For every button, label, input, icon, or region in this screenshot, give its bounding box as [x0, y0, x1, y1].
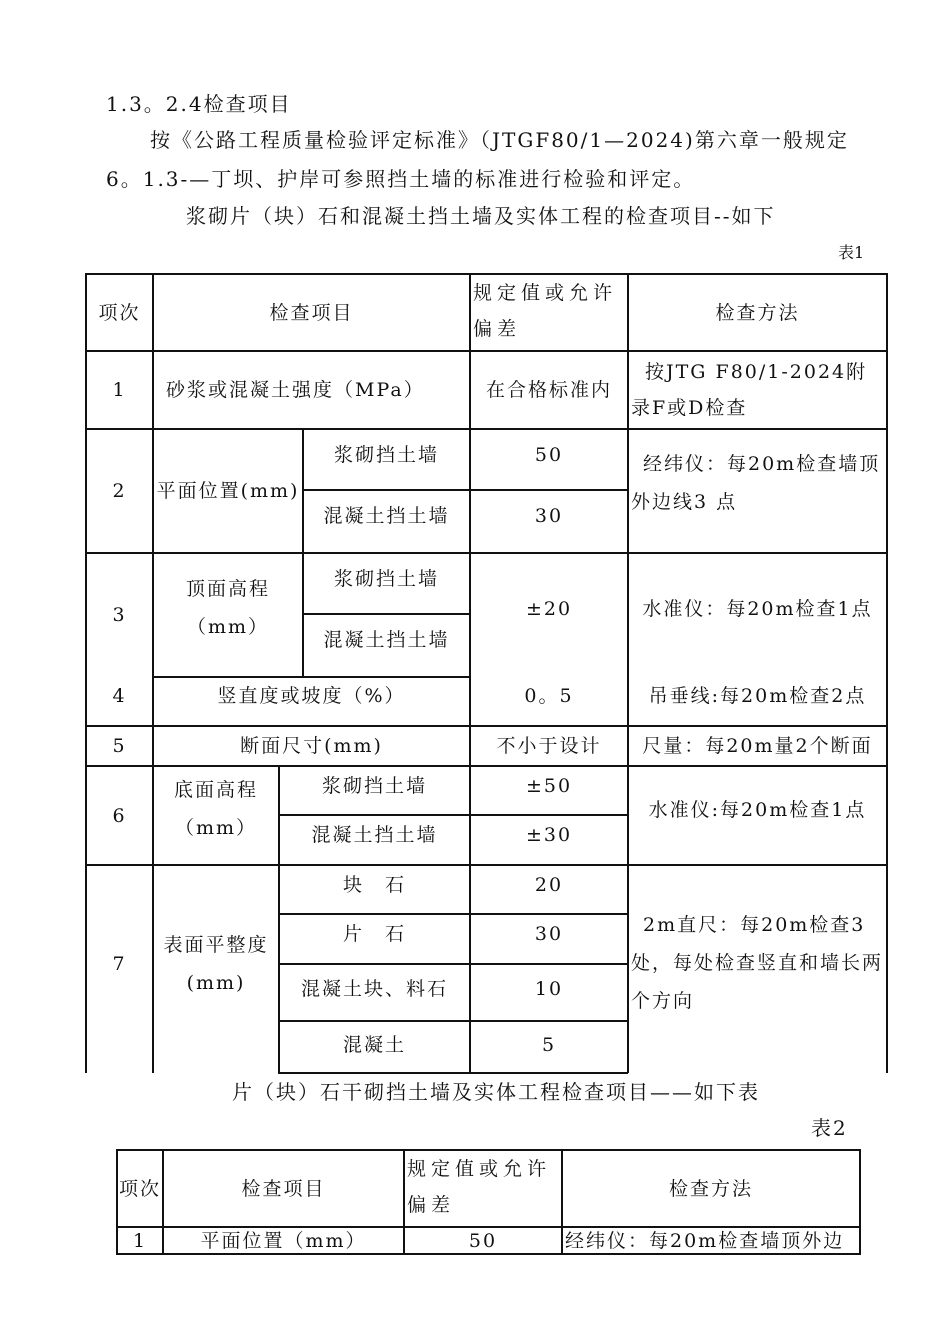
intro-line-1: 按《公路工程质量检验评定标准》（JTGF80/1—2024)第六章一般规定 [150, 128, 849, 152]
t1-r3-no: 3 [112, 604, 127, 626]
t1-r3-sub2: 混凝土挡土墙 [323, 629, 450, 651]
t1-r1-method: 按JTG F80/1-2024附录F或D检查 [631, 361, 868, 419]
t1-r1-item: 砂浆或混凝土强度（MPa） [166, 379, 425, 401]
table1-label: 表1 [838, 243, 865, 262]
t1-r2-sub1: 浆砌挡土墙 [333, 444, 439, 466]
t1-r6-sub2: 混凝土挡土墙 [311, 824, 438, 846]
t1-r2-item: 平面位置(mm) [156, 480, 300, 502]
t1-r6-item: 底面高程 [173, 779, 258, 801]
t1-r7-spec3: 10 [534, 978, 564, 1000]
t2-header-method: 检查方法 [668, 1177, 753, 1200]
t1-r5-item: 断面尺寸(mm) [240, 735, 383, 757]
t1-r3-spec: ±20 [525, 598, 573, 620]
t1-r7-sub3: 混凝土块、料石 [300, 978, 448, 1000]
t1-r2-no: 2 [112, 480, 127, 502]
t2-header-item: 检查项目 [241, 1177, 326, 1200]
t1-header-method: 检查方法 [715, 301, 800, 324]
t1-r7-sub2: 片 石 [342, 923, 406, 945]
t1-r6-no: 6 [112, 804, 127, 827]
t1-header-spec: 规定值或允许偏差 [473, 282, 618, 340]
t1-r6-sub1: 浆砌挡土墙 [321, 775, 427, 797]
t1-r7-method: 2m直尺：每20m检查3处，每处检查竖直和墙长两个方向 [631, 914, 884, 1012]
t1-r7-no: 7 [112, 953, 127, 975]
t1-r7-spec4: 5 [541, 1034, 557, 1056]
t1-r3-item: 顶面高程 [185, 578, 270, 600]
t2-r1-item: 平面位置（mm） [200, 1229, 367, 1252]
table1-title: 浆砌片（块）石和混凝土挡土墙及实体工程的检查项目--如下 [186, 204, 776, 228]
t1-r5-no: 5 [112, 735, 127, 757]
intro-line-2: 6。1.3-—丁坝、护岸可参照挡土墙的标准进行检验和评定。 [106, 167, 696, 191]
t1-r3-sub1: 浆砌挡土墙 [333, 568, 439, 590]
t1-r2-spec2: 30 [534, 505, 564, 527]
t2-header-spec: 规定值或允许偏差 [407, 1158, 552, 1216]
t1-header-item: 检查项目 [269, 301, 354, 324]
table2-label: 表2 [811, 1116, 848, 1140]
t1-r7-sub1: 块 石 [342, 874, 406, 896]
section-heading: 1.3。2.4检查项目 [106, 92, 292, 116]
t1-r6-spec2: ±30 [525, 824, 573, 846]
t1-r7-sub4: 混凝土 [342, 1034, 406, 1056]
t1-r2-spec1: 50 [534, 444, 564, 466]
t1-r6-method: 水准仪:每20m检查1点 [648, 798, 867, 821]
t1-r5-spec: 不小于设计 [496, 735, 602, 757]
t1-r1-spec: 在合格标准内 [485, 379, 612, 401]
t2-r1-no: 1 [132, 1229, 148, 1252]
t1-r5-method: 尺量：每20m量2个断面 [642, 735, 873, 757]
t1-r6-spec1: ±50 [525, 775, 573, 797]
t1-header-no: 项次 [98, 301, 141, 324]
t1-r4-spec: 0。5 [524, 685, 574, 707]
t1-r2-sub2: 混凝土挡土墙 [323, 505, 450, 527]
t1-r3-method: 水准仪：每20m检查1点 [642, 598, 873, 620]
t1-r1-no: 1 [112, 379, 127, 401]
t2-r1-method: 经纬仪：每20m检查墙顶外边 [565, 1229, 845, 1252]
t1-r7-spec2: 30 [534, 923, 564, 945]
t2-header-no: 项次 [118, 1177, 161, 1200]
t1-r2-method: 经纬仪：每20m检查墙顶外边线3 点 [631, 453, 881, 513]
t1-r7-spec1: 20 [534, 874, 564, 896]
t1-r6-unit: （mm） [174, 817, 258, 839]
t1-r4-method: 吊垂线:每20m检查2点 [648, 685, 867, 707]
t1-r4-item: 竖直度或坡度（%） [217, 685, 406, 707]
t1-r4-no: 4 [112, 685, 127, 707]
table2-title: 片（块）石干砌挡土墙及实体工程检查项目——如下表 [232, 1080, 760, 1104]
t1-r7-item: 表面平整度 [163, 934, 269, 956]
t2-r1-spec: 50 [468, 1229, 498, 1252]
t1-r3-unit: （mm） [186, 616, 270, 638]
t1-r7-unit: (mm) [186, 972, 246, 994]
